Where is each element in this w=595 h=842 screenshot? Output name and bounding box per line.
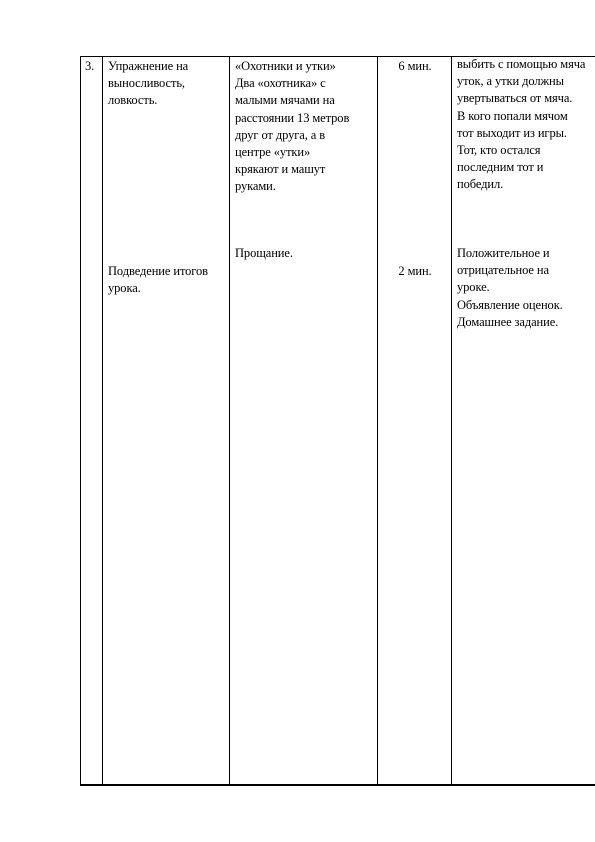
column-divider-1 (102, 56, 103, 785)
stage-summary: Подведение итогов урока. (108, 264, 208, 296)
summary-notes: Положительное и отрицательное на уроке. Объявление оценок. Домашнее задание. (457, 246, 563, 329)
stage-exercise: Упражнение на выносливость, ловкость. (108, 59, 189, 108)
row-number: 3. (85, 59, 95, 73)
game-rules-notes: выбить с помощью мяча уток, а утки должны увертываться от мяча. В кого попали мячом тот выходит из игры. Тот, кто остался последним тот и победил. (457, 57, 586, 192)
duration-summary: 2 мин. (398, 264, 432, 278)
table-left-border (80, 56, 81, 786)
duration-exercise: 6 мин. (398, 59, 432, 73)
column-divider-4 (451, 56, 452, 785)
table-bottom-border (80, 784, 595, 786)
column-divider-3 (377, 56, 378, 785)
game-description: «Охотники и утки» Два «охотника» с малыми мячами на расстоянии 13 метров друг от друга, а в центре «утки» крякают и машут руками. (235, 59, 350, 194)
farewell-text: Прощание. (235, 246, 293, 260)
column-divider-2 (229, 56, 230, 785)
